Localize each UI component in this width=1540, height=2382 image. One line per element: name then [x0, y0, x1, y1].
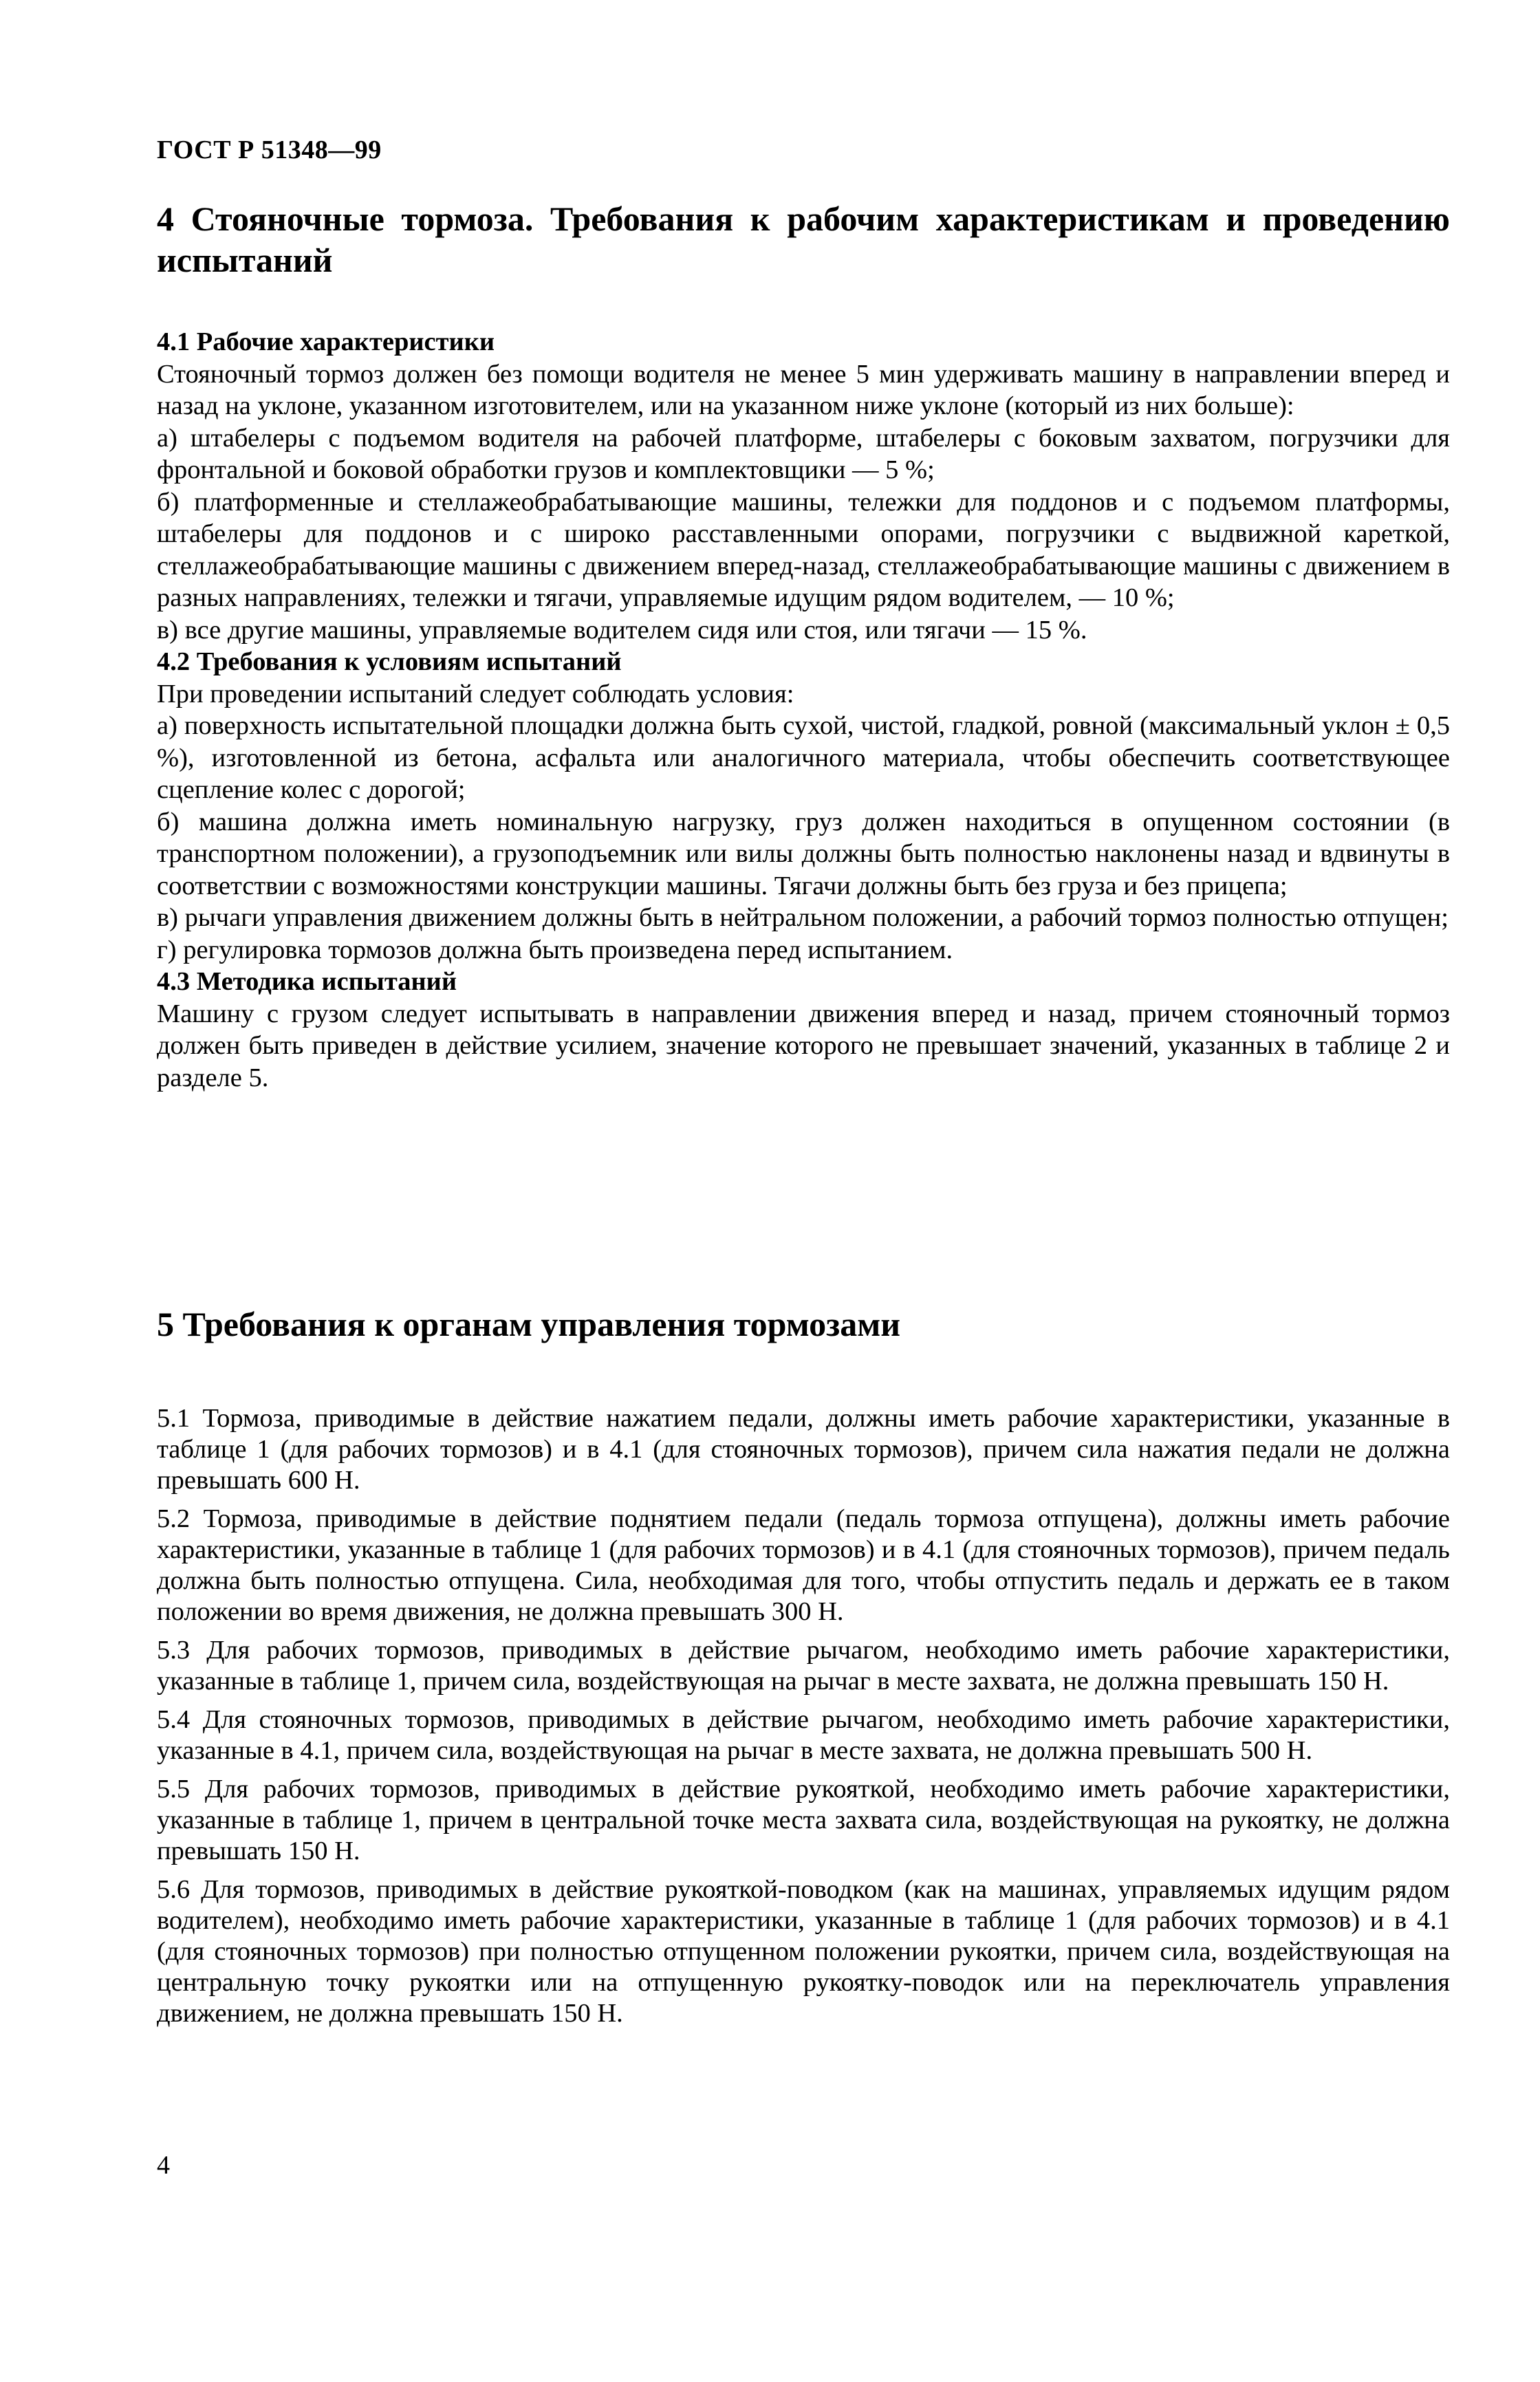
paragraph-5-5: 5.5 Для рабочих тормозов, приводимых в действие рукояткой, необходимо иметь рабочие характеристики, указанные в таблице 1, причем в центральной точке места захвата сила, воздействующая на рукоятку, не должна превышать 150 Н.	[157, 1775, 1450, 1865]
paragraph-5-3: 5.3 Для рабочих тормозов, приводимых в действие рычагом, необходимо иметь рабочие характеристики, указанные в таблице 1, причем сила, воздействующая на рычаг в месте захвата, не должна превышать 150 Н.	[157, 1636, 1450, 1696]
list-item-4-1-c: в) все другие машины, управляемые водителем сидя или стоя, или тягачи — 15 %.	[157, 615, 1087, 645]
paragraph-5-6: 5.6 Для тормозов, приводимых в действие рукояткой-поводком (как на машинах, управляемых идущим рядом водителем), необходимо иметь рабочие характеристики, указанные в таблице 1 (для рабочих тормозов) и в 4.1 (для стояночных тормозов) при полностью отпущенном положении рукоятки, причем сила, воздействующая на центральную точку рукоятки или на отпущенную рукоятку-поводок или на переключатель управления движением, не должна превышать 150 Н.	[157, 1875, 1450, 2028]
section-5-heading: 5 Требования к органам управления тормозами	[157, 1305, 901, 1343]
paragraph-5-2: 5.2 Тормоза, приводимые в действие поднятием педали (педаль тормоза отпущена), должны иметь рабочие характеристики, указанные в таблице 1 (для рабочих тормозов) и в 4.1 (для стояночных тормозов), причем педаль должна быть полностью отпущена. Сила, необходимая для того, чтобы отпустить педаль и держать ее в таком положении во время движения, не должна превышать 300 Н.	[157, 1504, 1450, 1626]
subsection-4-1-title: 4.1 Рабочие характеристики	[157, 327, 495, 356]
list-item-4-1-a: а) штабелеры с подъемом водителя на рабочей платформе, штабелеры с боковым захватом, погрузчики для фронтальной и боковой обработки грузов и комплектовщики — 5 %;	[157, 423, 1450, 484]
paragraph-4-1-intro: Стояночный тормоз должен без помощи водителя не менее 5 мин удерживать машину в направлении вперед и назад на уклоне, указанном изготовителем, или на указанном ниже уклоне (который из них больше):	[157, 359, 1450, 420]
subsection-4-3-title: 4.3 Методика испытаний	[157, 967, 457, 996]
paragraph-5-1: 5.1 Тормоза, приводимые в действие нажатием педали, должны иметь рабочие характеристики, указанные в таблице 1 (для рабочих тормозов) и в 4.1 (для стояночных тормозов), причем сила нажатия педали не должна превышать 600 Н.	[157, 1404, 1450, 1495]
paragraph-5-4: 5.4 Для стояночных тормозов, приводимых в действие рычагом, необходимо иметь рабочие характеристики, указанные в 4.1, причем сила, воздействующая на рычаг в месте захвата, не должна превышать 500 Н.	[157, 1705, 1450, 1765]
section-5-body	[157, 1403, 1450, 2029]
page-number: 4	[157, 2151, 170, 2180]
subsection-4-2-title: 4.2 Требования к условиям испытаний	[157, 647, 622, 676]
paragraph-4-3: Машину с грузом следует испытывать в направлении движения вперед и назад, причем стояночный тормоз должен быть приведен в действие усилием, значение которого не превышает значений, указанных в таблице 2 и разделе 5.	[157, 999, 1450, 1092]
list-item-4-1-b: б) платформенные и стеллажеобрабатывающие машины, тележки для поддонов и с подъемом платформы, штабелеры для поддонов и с широко расставленными опорами, погрузчики с выдвижной кареткой, стеллажеобрабатывающие машины с движением вперед-назад, стеллажеобрабатывающие машины с движением в разных направлениях, тележки и тягачи, управляемые идущим рядом водителем, — 10 %;	[157, 487, 1450, 612]
list-item-4-2-c: в) рычаги управления движением должны быть в нейтральном положении, а рабочий тормоз полностью отпущен;	[157, 903, 1449, 932]
list-item-4-2-d: г) регулировка тормозов должна быть произведена перед испытанием.	[157, 935, 953, 964]
document-page	[157, 0, 1450, 2382]
paragraph-4-2-intro: При проведении испытаний следует соблюдать условия:	[157, 679, 794, 708]
section-4-heading: 4 Стояночные тормоза. Требования к рабочим характеристикам и проведению испытаний	[157, 199, 1450, 279]
document-header: ГОСТ Р 51348—99	[157, 136, 382, 164]
list-item-4-2-a: а) поверхность испытательной площадки должна быть сухой, чистой, гладкой, ровной (максимальный уклон ± 0,5 %), изготовленной из бетона, асфальта или аналогичного материала, чтобы обеспечить соответствующее сцепление колес с дорогой;	[157, 711, 1450, 804]
section-4-body	[157, 326, 1450, 1094]
list-item-4-2-b: б) машина должна иметь номинальную нагрузку, груз должен находиться в опущенном состоянии (в транспортном положении), а грузоподъемник или вилы должны быть полностью наклонены назад и вдвинуты в соответствии с возможностями конструкции машины. Тягачи должны быть без груза и без прицепа;	[157, 807, 1450, 900]
